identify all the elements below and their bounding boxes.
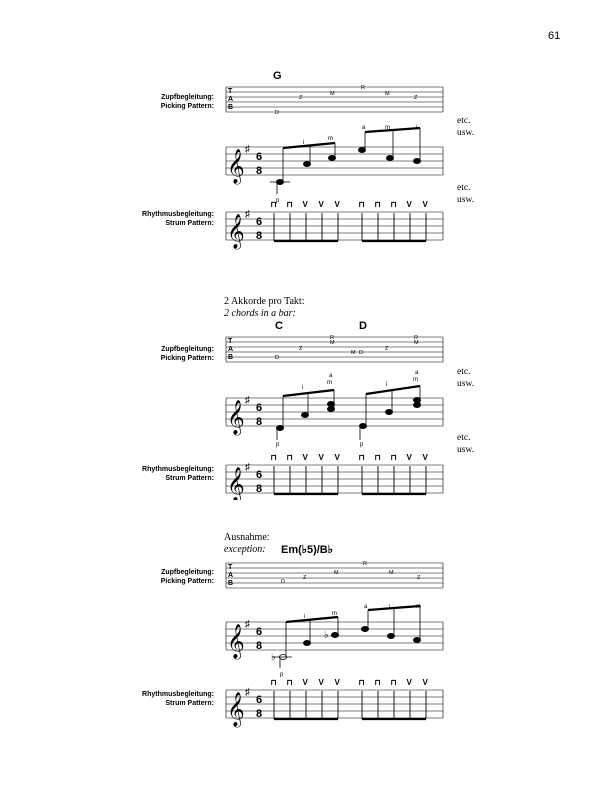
downstroke-icon: ⊓ [286,200,293,209]
upstroke-icon: V [334,678,340,687]
finger-label: m [385,125,390,131]
upstroke-icon: V [406,678,412,687]
finger-label: a [329,373,333,379]
note-beam [286,617,338,622]
tab-note: Z [303,575,307,581]
finger-label: a [415,370,419,376]
tab-note: R [363,561,367,567]
tab-note: D [359,350,363,356]
time-signature-top: 6 [256,216,263,228]
finger-label: p [276,442,280,448]
note-head [303,640,310,645]
tab-note: Z [417,575,421,581]
upstroke-icon: V [406,453,412,462]
downstroke-icon: ⊓ [358,678,365,687]
note-head [331,632,338,637]
etc-note: etc. usw. [457,183,475,205]
tab-note: M [351,350,356,356]
tab-letter: B [228,580,234,587]
tab-letter: T [228,88,233,95]
upstroke-icon: V [334,200,340,209]
tab-letter: B [228,104,234,111]
downstroke-icon: ⊓ [390,453,397,462]
tab-letter: T [228,338,233,345]
upstroke-icon: V [318,678,324,687]
finger-label: i [386,382,388,388]
finger-label: a [364,604,368,610]
tab-note: D [275,110,279,116]
tab-note: M [414,340,419,346]
section-heading: Ausnahme: exception: [224,532,270,555]
treble-clef-icon: 𝄞 [227,625,245,658]
strum-pattern-label: Rhythmusbegleitung: Strum Pattern: [142,691,214,707]
tab-note: Z [414,95,418,101]
time-signature-bottom: 8 [256,640,263,652]
treble-clef-icon: 𝄞 [227,150,245,183]
finger-label: i [416,125,418,131]
upstroke-icon: V [422,200,428,209]
strum-pattern-label: Rhythmusbegleitung: Strum Pattern: [142,211,214,227]
downstroke-icon: ⊓ [390,678,397,687]
finger-label: p [280,672,284,678]
picking-pattern-label: Zupfbegleitung: Picking Pattern: [160,346,214,362]
downstroke-icon: ⊓ [286,678,293,687]
time-signature-top: 6 [256,694,263,706]
tab-note: Z [299,95,303,101]
tab-note: M [330,340,335,346]
treble-clef-icon: 𝄞 [227,693,245,726]
tab-note: D [275,355,279,361]
flat-icon: ♭ [271,652,276,663]
downstroke-icon: ⊓ [358,453,365,462]
page-number: 61 [548,30,561,42]
finger-label: p [360,442,364,448]
finger-label: i [304,614,306,620]
upstroke-icon: V [318,200,324,209]
time-signature-bottom: 8 [256,416,263,428]
tab-note: R [330,335,334,341]
treble-clef-icon: 𝄞 [227,468,245,500]
sharp-key-signature-icon: ♯ [245,209,250,220]
picking-pattern-label: Zupfbegleitung: Picking Pattern: [160,569,214,585]
tab-letter: A [228,346,234,353]
strum-row [271,678,429,719]
note-group [271,606,421,668]
finger-label: m [413,377,418,383]
tab-note: D [281,579,285,585]
chord-name: Em(♭5)/B♭ [281,544,333,556]
note-head [387,633,394,638]
tab-note: R [414,335,418,341]
finger-label: a [362,125,366,131]
time-signature-bottom: 8 [256,230,263,242]
time-signature-top: 6 [256,402,263,414]
etc-note: etc. usw. [457,367,475,389]
tab-note: M [334,570,339,576]
upstroke-icon: V [302,678,308,687]
downstroke-icon: ⊓ [286,453,293,462]
finger-label: i [302,385,304,391]
upstroke-icon: V [318,453,324,462]
finger-label: i [303,140,305,146]
chord-name: G [273,70,282,82]
time-signature-bottom: 8 [256,708,263,720]
sharp-key-signature-icon: ♯ [245,687,250,698]
tab-letter: T [228,564,233,571]
tab-note: Z [385,346,389,352]
sharp-key-signature-icon: ♯ [245,144,250,155]
tab-note: R [361,85,365,91]
tab-letter: A [228,572,234,579]
chord-name: C [275,320,283,332]
finger-labels [280,604,421,678]
tab-note: Z [299,346,303,352]
finger-label: m [327,380,332,386]
upstroke-icon: V [334,453,340,462]
finger-label: i [389,604,391,610]
upstroke-icon: V [302,200,308,209]
chord-name: D [359,320,367,332]
time-signature-top: 6 [256,151,263,163]
downstroke-icon: ⊓ [374,453,381,462]
upstroke-icon: V [422,453,428,462]
finger-label: p [276,198,280,204]
finger-label: m [332,611,337,617]
downstroke-icon: ⊓ [270,453,277,462]
flat-icon: ♭ [324,630,329,641]
picking-pattern-label: Zupfbegleitung: Picking Pattern: [160,94,214,110]
section-heading: 2 Akkorde pro Takt: 2 chords in a bar: [224,296,305,319]
note-head [361,626,368,631]
downstroke-icon: ⊓ [374,200,381,209]
downstroke-icon: ⊓ [390,200,397,209]
treble-clef-icon: 𝄞 [227,215,245,248]
tab-note: M [385,91,390,97]
time-signature-bottom: 8 [256,165,263,177]
sharp-key-signature-icon: ♯ [245,619,250,630]
finger-label: m [416,604,421,610]
tab-note: M [330,91,335,97]
finger-label: m [328,136,333,142]
sharp-key-signature-icon: ♯ [245,462,250,473]
etc-note: etc. usw. [457,433,475,455]
upstroke-icon: V [422,678,428,687]
downstroke-icon: ⊓ [270,200,277,209]
downstroke-icon: ⊓ [358,200,365,209]
time-signature-top: 6 [256,469,263,481]
sharp-key-signature-icon: ♯ [245,395,250,406]
downstroke-icon: ⊓ [374,678,381,687]
tab-letter: A [228,96,234,103]
etc-note: etc. usw. [457,116,475,138]
tab-letter: B [228,354,234,361]
upstroke-icon: V [302,453,308,462]
note-head [413,637,420,642]
treble-clef-icon: 𝄞 [227,401,245,434]
time-signature-top: 6 [256,626,263,638]
upstroke-icon: V [406,200,412,209]
downstroke-icon: ⊓ [270,678,277,687]
time-signature-bottom: 8 [256,483,263,495]
strum-pattern-label: Rhythmusbegleitung: Strum Pattern: [142,466,214,482]
tab-note: M [389,570,394,576]
